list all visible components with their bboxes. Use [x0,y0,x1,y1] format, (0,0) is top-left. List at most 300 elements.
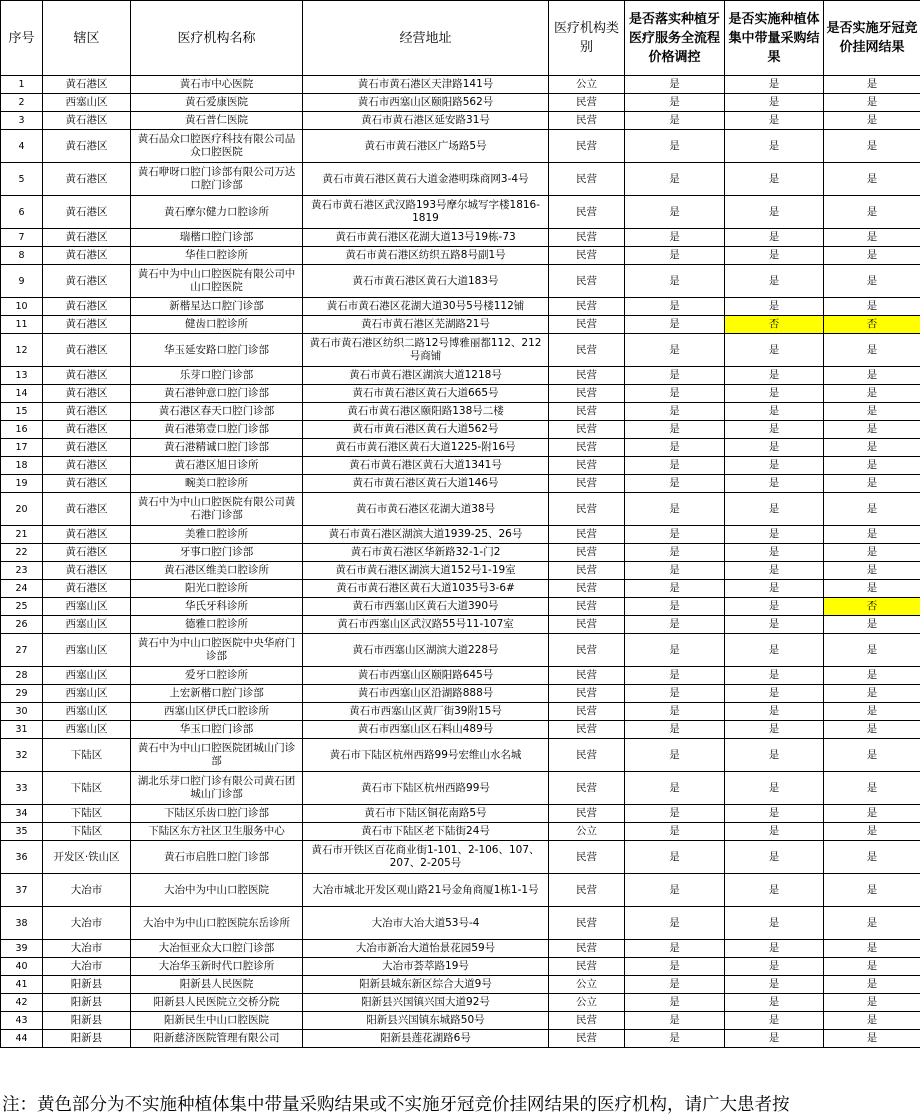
row-institution-name: 阳光口腔诊所 [131,580,303,598]
row-district: 黄石港区 [43,421,131,439]
row-implant-procurement: 是 [725,544,824,562]
row-district: 大冶市 [43,907,131,940]
header-address: 经营地址 [303,1,549,76]
row-implant-procurement: 是 [725,616,824,634]
row-institution-type: 民营 [549,634,625,667]
row-address: 黄石市黄石港区黄石大道1035号3-6# [303,580,549,598]
row-crown-bidding: 是 [824,976,920,994]
row-implant-procurement: 是 [725,229,824,247]
row-district: 开发区·铁山区 [43,841,131,874]
row-price-control: 是 [625,493,725,526]
row-implant-procurement: 是 [725,1030,824,1048]
row-implant-procurement: 是 [725,685,824,703]
table-row [1,265,920,298]
row-price-control: 是 [625,907,725,940]
row-institution-name: 下陆区乐齿口腔门诊部 [131,805,303,823]
row-institution-type: 民营 [549,1012,625,1030]
table-row [1,1012,920,1030]
row-price-control: 是 [625,112,725,130]
row-index: 36 [1,841,43,874]
table-row [1,562,920,580]
row-address: 黄石市黄石港区湖滨大道152号1-19室 [303,562,549,580]
row-address: 黄石市黄石港区武汉路193号摩尔城写字楼1816-1819 [303,196,549,229]
row-price-control: 是 [625,316,725,334]
row-institution-name: 上宏新楷口腔门诊部 [131,685,303,703]
row-index: 21 [1,526,43,544]
row-index: 19 [1,475,43,493]
row-address: 黄石市黄石港区黄石大道1225-附16号 [303,439,549,457]
row-price-control: 是 [625,994,725,1012]
table-row [1,475,920,493]
table-row [1,76,920,94]
row-price-control: 是 [625,772,725,805]
row-address: 黄石市开铁区百花商业街1-101、2-106、107、207、2-205号 [303,841,549,874]
row-price-control: 是 [625,439,725,457]
row-institution-name: 瑞楷口腔门诊部 [131,229,303,247]
row-index: 42 [1,994,43,1012]
row-district: 西塞山区 [43,721,131,739]
row-price-control: 是 [625,163,725,196]
row-institution-name: 黄石港区维美口腔诊所 [131,562,303,580]
table-row [1,616,920,634]
row-crown-bidding: 是 [824,772,920,805]
row-implant-procurement: 是 [725,94,824,112]
row-institution-name: 黄石市启胜口腔门诊部 [131,841,303,874]
row-implant-procurement: 是 [725,739,824,772]
row-index: 15 [1,403,43,421]
row-crown-bidding: 是 [824,475,920,493]
row-index: 24 [1,580,43,598]
row-institution-name: 华氏牙科诊所 [131,598,303,616]
row-crown-bidding: 是 [824,580,920,598]
row-crown-bidding: 是 [824,940,920,958]
row-institution-type: 民营 [549,229,625,247]
row-institution-type: 民营 [549,367,625,385]
row-district: 黄石港区 [43,439,131,457]
row-institution-name: 大冶中为中山口腔医院东岳诊所 [131,907,303,940]
table-row [1,940,920,958]
row-price-control: 是 [625,94,725,112]
row-crown-bidding: 是 [824,196,920,229]
row-address: 大冶市大冶大道53号-4 [303,907,549,940]
row-district: 黄石港区 [43,580,131,598]
row-implant-procurement: 是 [725,439,824,457]
row-crown-bidding: 否 [824,598,920,616]
table-row [1,598,920,616]
row-district: 下陆区 [43,772,131,805]
header-price-control: 是否落实种植牙医疗服务全流程价格调控 [625,1,725,76]
row-district: 大冶市 [43,940,131,958]
row-implant-procurement: 是 [725,298,824,316]
row-price-control: 是 [625,805,725,823]
table-row [1,247,920,265]
row-institution-name: 乐芽口腔门诊部 [131,367,303,385]
row-institution-type: 民营 [549,841,625,874]
header-institution-name: 医疗机构名称 [131,1,303,76]
row-district: 黄石港区 [43,493,131,526]
row-address: 黄石市下陆区杭州西路99号 [303,772,549,805]
row-index: 11 [1,316,43,334]
row-address: 黄石市黄石港区黄石大道562号 [303,421,549,439]
table-row [1,580,920,598]
row-implant-procurement: 是 [725,112,824,130]
row-crown-bidding: 是 [824,76,920,94]
row-institution-type: 民营 [549,940,625,958]
table-row [1,703,920,721]
table-row [1,634,920,667]
row-address: 黄石市黄石港区芜湖路21号 [303,316,549,334]
row-price-control: 是 [625,703,725,721]
table-row [1,196,920,229]
table-row [1,298,920,316]
row-crown-bidding: 是 [824,403,920,421]
row-institution-type: 民营 [549,580,625,598]
row-index: 44 [1,1030,43,1048]
row-price-control: 是 [625,196,725,229]
row-institution-name: 爱牙口腔诊所 [131,667,303,685]
row-implant-procurement: 是 [725,772,824,805]
row-price-control: 是 [625,298,725,316]
row-crown-bidding: 是 [824,805,920,823]
row-institution-name: 德雅口腔诊所 [131,616,303,634]
row-address: 黄石市黄石港区湖滨大道1218号 [303,367,549,385]
row-institution-name: 华玉延安路口腔门诊部 [131,334,303,367]
row-address: 黄石市黄石港区天津路141号 [303,76,549,94]
table-row [1,526,920,544]
row-implant-procurement: 是 [725,907,824,940]
row-address: 黄石市黄石港区黄石大道金港明珠商网3-4号 [303,163,549,196]
table-row [1,163,920,196]
row-institution-type: 民营 [549,598,625,616]
table-row [1,229,920,247]
row-index: 43 [1,1012,43,1030]
row-index: 41 [1,976,43,994]
row-address: 阳新县城东新区综合大道9号 [303,976,549,994]
row-price-control: 是 [625,1030,725,1048]
table-row [1,457,920,475]
row-institution-type: 民营 [549,457,625,475]
row-price-control: 是 [625,334,725,367]
row-address: 黄石市黄石港区黄石大道183号 [303,265,549,298]
row-address: 黄石市黄石港区湖滨大道1939-25、26号 [303,526,549,544]
row-district: 下陆区 [43,739,131,772]
row-institution-name: 湖北乐芽口腔门诊有限公司黄石团城山门诊部 [131,772,303,805]
table-row [1,367,920,385]
row-price-control: 是 [625,1012,725,1030]
row-implant-procurement: 是 [725,703,824,721]
row-institution-name: 黄石品众口腔医疗科技有限公司品众口腔医院 [131,130,303,163]
row-index: 31 [1,721,43,739]
row-implant-procurement: 是 [725,580,824,598]
row-index: 1 [1,76,43,94]
row-crown-bidding: 是 [824,1012,920,1030]
row-implant-procurement: 是 [725,163,824,196]
row-price-control: 是 [625,475,725,493]
row-address: 黄石市西塞山区颐阳路562号 [303,94,549,112]
row-price-control: 是 [625,667,725,685]
row-district: 西塞山区 [43,598,131,616]
row-index: 39 [1,940,43,958]
row-index: 9 [1,265,43,298]
row-crown-bidding: 是 [824,616,920,634]
row-address: 黄石市黄石港区颐阳路138号二楼 [303,403,549,421]
row-address: 大冶市荟萃路19号 [303,958,549,976]
row-district: 黄石港区 [43,385,131,403]
row-implant-procurement: 是 [725,841,824,874]
row-institution-type: 民营 [549,874,625,907]
header-crown-bidding: 是否实施牙冠竞价挂网结果 [824,1,920,76]
row-address: 阳新县兴国镇兴国大道92号 [303,994,549,1012]
row-district: 黄石港区 [43,265,131,298]
row-crown-bidding: 是 [824,1030,920,1048]
table-row [1,493,920,526]
row-institution-type: 公立 [549,976,625,994]
row-address: 黄石市黄石港区花湖大道13号19栋-73 [303,229,549,247]
row-index: 40 [1,958,43,976]
row-index: 30 [1,703,43,721]
row-crown-bidding: 是 [824,667,920,685]
row-institution-name: 华佳口腔诊所 [131,247,303,265]
row-crown-bidding: 是 [824,544,920,562]
row-index: 29 [1,685,43,703]
row-index: 13 [1,367,43,385]
row-district: 黄石港区 [43,544,131,562]
row-price-control: 是 [625,457,725,475]
row-crown-bidding: 是 [824,229,920,247]
row-address: 黄石市黄石港区华新路32-1-门2 [303,544,549,562]
table-row [1,907,920,940]
row-address: 黄石市下陆区老下陆街24号 [303,823,549,841]
row-district: 黄石港区 [43,457,131,475]
row-institution-type: 民营 [549,805,625,823]
table-row [1,439,920,457]
row-index: 5 [1,163,43,196]
row-crown-bidding: 是 [824,526,920,544]
row-institution-type: 民营 [549,562,625,580]
row-crown-bidding: 是 [824,367,920,385]
row-implant-procurement: 是 [725,196,824,229]
row-district: 黄石港区 [43,334,131,367]
row-address: 阳新县莲花湖路6号 [303,1030,549,1048]
row-crown-bidding: 是 [824,823,920,841]
row-institution-type: 民营 [549,421,625,439]
header-district: 辖区 [43,1,131,76]
row-institution-type: 民营 [549,958,625,976]
table-row [1,544,920,562]
table-row [1,823,920,841]
row-implant-procurement: 是 [725,421,824,439]
row-price-control: 是 [625,958,725,976]
row-price-control: 是 [625,76,725,94]
row-price-control: 是 [625,598,725,616]
row-district: 黄石港区 [43,112,131,130]
row-district: 黄石港区 [43,196,131,229]
table-row [1,805,920,823]
row-address: 黄石市下陆区杭州西路99号宏维山水名城 [303,739,549,772]
row-index: 7 [1,229,43,247]
row-price-control: 是 [625,130,725,163]
row-address: 黄石市黄石港区纺织五路8号副1号 [303,247,549,265]
row-institution-name: 下陆区东方社区卫生服务中心 [131,823,303,841]
table-row [1,1030,920,1048]
row-institution-name: 美雅口腔诊所 [131,526,303,544]
table-body [1,76,920,1048]
row-address: 黄石市黄石港区纺织二路12号博雅丽都112、212号商铺 [303,334,549,367]
row-institution-type: 民营 [549,403,625,421]
row-institution-name: 牙事口腔门诊部 [131,544,303,562]
row-district: 西塞山区 [43,667,131,685]
row-index: 20 [1,493,43,526]
row-institution-type: 民营 [549,475,625,493]
row-institution-name: 黄石港第壹口腔门诊部 [131,421,303,439]
row-implant-procurement: 是 [725,334,824,367]
row-institution-type: 民营 [549,265,625,298]
table-row [1,316,920,334]
row-implant-procurement: 是 [725,598,824,616]
row-index: 10 [1,298,43,316]
row-address: 黄石市西塞山区黄石大道390号 [303,598,549,616]
row-institution-name: 大冶中为中山口腔医院 [131,874,303,907]
row-institution-type: 公立 [549,823,625,841]
row-district: 黄石港区 [43,562,131,580]
row-crown-bidding: 是 [824,247,920,265]
row-address: 黄石市西塞山区石料山489号 [303,721,549,739]
row-index: 37 [1,874,43,907]
row-price-control: 是 [625,403,725,421]
row-district: 黄石港区 [43,76,131,94]
row-price-control: 是 [625,721,725,739]
row-index: 2 [1,94,43,112]
row-address: 阳新县兴国镇东城路50号 [303,1012,549,1030]
row-address: 黄石市下陆区铜花南路5号 [303,805,549,823]
row-price-control: 是 [625,367,725,385]
row-institution-type: 民营 [549,772,625,805]
row-institution-type: 民营 [549,667,625,685]
row-address: 大冶市新冶大道怡景花园59号 [303,940,549,958]
row-address: 黄石市黄石港区花湖大道30号5号楼112铺 [303,298,549,316]
row-institution-type: 民营 [549,298,625,316]
row-crown-bidding: 是 [824,385,920,403]
row-institution-name: 阳新民生中山口腔医院 [131,1012,303,1030]
row-district: 黄石港区 [43,316,131,334]
row-index: 34 [1,805,43,823]
table-row [1,667,920,685]
row-institution-type: 民营 [549,334,625,367]
row-institution-name: 黄石中为中山口腔医院有限公司中山口腔医院 [131,265,303,298]
row-district: 黄石港区 [43,229,131,247]
row-implant-procurement: 是 [725,493,824,526]
row-price-control: 是 [625,580,725,598]
row-institution-type: 民营 [549,685,625,703]
row-address: 黄石市黄石港区花湖大道38号 [303,493,549,526]
row-price-control: 是 [625,841,725,874]
row-address: 大冶市城北开发区观山路21号金角商厦1栋1-1号 [303,874,549,907]
row-institution-name: 黄石爱康医院 [131,94,303,112]
table-row [1,958,920,976]
row-crown-bidding: 否 [824,316,920,334]
row-implant-procurement: 是 [725,634,824,667]
row-institution-type: 民营 [549,385,625,403]
row-institution-type: 民营 [549,247,625,265]
row-price-control: 是 [625,265,725,298]
row-institution-name: 黄石摩尔健力口腔诊所 [131,196,303,229]
row-index: 38 [1,907,43,940]
row-index: 17 [1,439,43,457]
row-crown-bidding: 是 [824,439,920,457]
table-row [1,685,920,703]
row-index: 25 [1,598,43,616]
row-institution-type: 民营 [549,130,625,163]
table-row [1,739,920,772]
row-price-control: 是 [625,526,725,544]
row-index: 18 [1,457,43,475]
row-district: 阳新县 [43,976,131,994]
row-price-control: 是 [625,685,725,703]
table-row [1,976,920,994]
row-district: 大冶市 [43,958,131,976]
row-index: 23 [1,562,43,580]
row-price-control: 是 [625,874,725,907]
row-index: 12 [1,334,43,367]
table-row [1,772,920,805]
row-address: 黄石市西塞山区沿湖路888号 [303,685,549,703]
row-district: 大冶市 [43,874,131,907]
row-implant-procurement: 是 [725,874,824,907]
table-row [1,874,920,907]
row-district: 阳新县 [43,1012,131,1030]
row-price-control: 是 [625,739,725,772]
row-institution-type: 民营 [549,721,625,739]
row-crown-bidding: 是 [824,907,920,940]
table-row [1,334,920,367]
row-implant-procurement: 是 [725,667,824,685]
row-address: 黄石市西塞山区黄厂街39附15号 [303,703,549,721]
row-implant-procurement: 是 [725,958,824,976]
row-implant-procurement: 是 [725,823,824,841]
row-crown-bidding: 是 [824,457,920,475]
row-crown-bidding: 是 [824,421,920,439]
row-institution-name: 黄石中为中山口腔医院有限公司黄石港门诊部 [131,493,303,526]
row-crown-bidding: 是 [824,994,920,1012]
row-implant-procurement: 是 [725,265,824,298]
row-district: 黄石港区 [43,367,131,385]
row-institution-type: 民营 [549,907,625,940]
row-district: 黄石港区 [43,247,131,265]
row-price-control: 是 [625,616,725,634]
row-crown-bidding: 是 [824,562,920,580]
row-index: 33 [1,772,43,805]
row-institution-type: 民营 [549,739,625,772]
row-price-control: 是 [625,247,725,265]
row-institution-name: 阳新慈济医院管理有限公司 [131,1030,303,1048]
table-row [1,112,920,130]
row-implant-procurement: 是 [725,475,824,493]
row-crown-bidding: 是 [824,703,920,721]
row-implant-procurement: 是 [725,805,824,823]
row-implant-procurement: 是 [725,562,824,580]
row-institution-type: 公立 [549,994,625,1012]
row-crown-bidding: 是 [824,334,920,367]
row-implant-procurement: 否 [725,316,824,334]
row-district: 黄石港区 [43,130,131,163]
row-institution-type: 民营 [549,316,625,334]
row-institution-name: 大冶恒亚众大口腔门诊部 [131,940,303,958]
header-index: 序号 [1,1,43,76]
row-implant-procurement: 是 [725,976,824,994]
row-index: 14 [1,385,43,403]
row-institution-type: 民营 [549,163,625,196]
row-index: 27 [1,634,43,667]
